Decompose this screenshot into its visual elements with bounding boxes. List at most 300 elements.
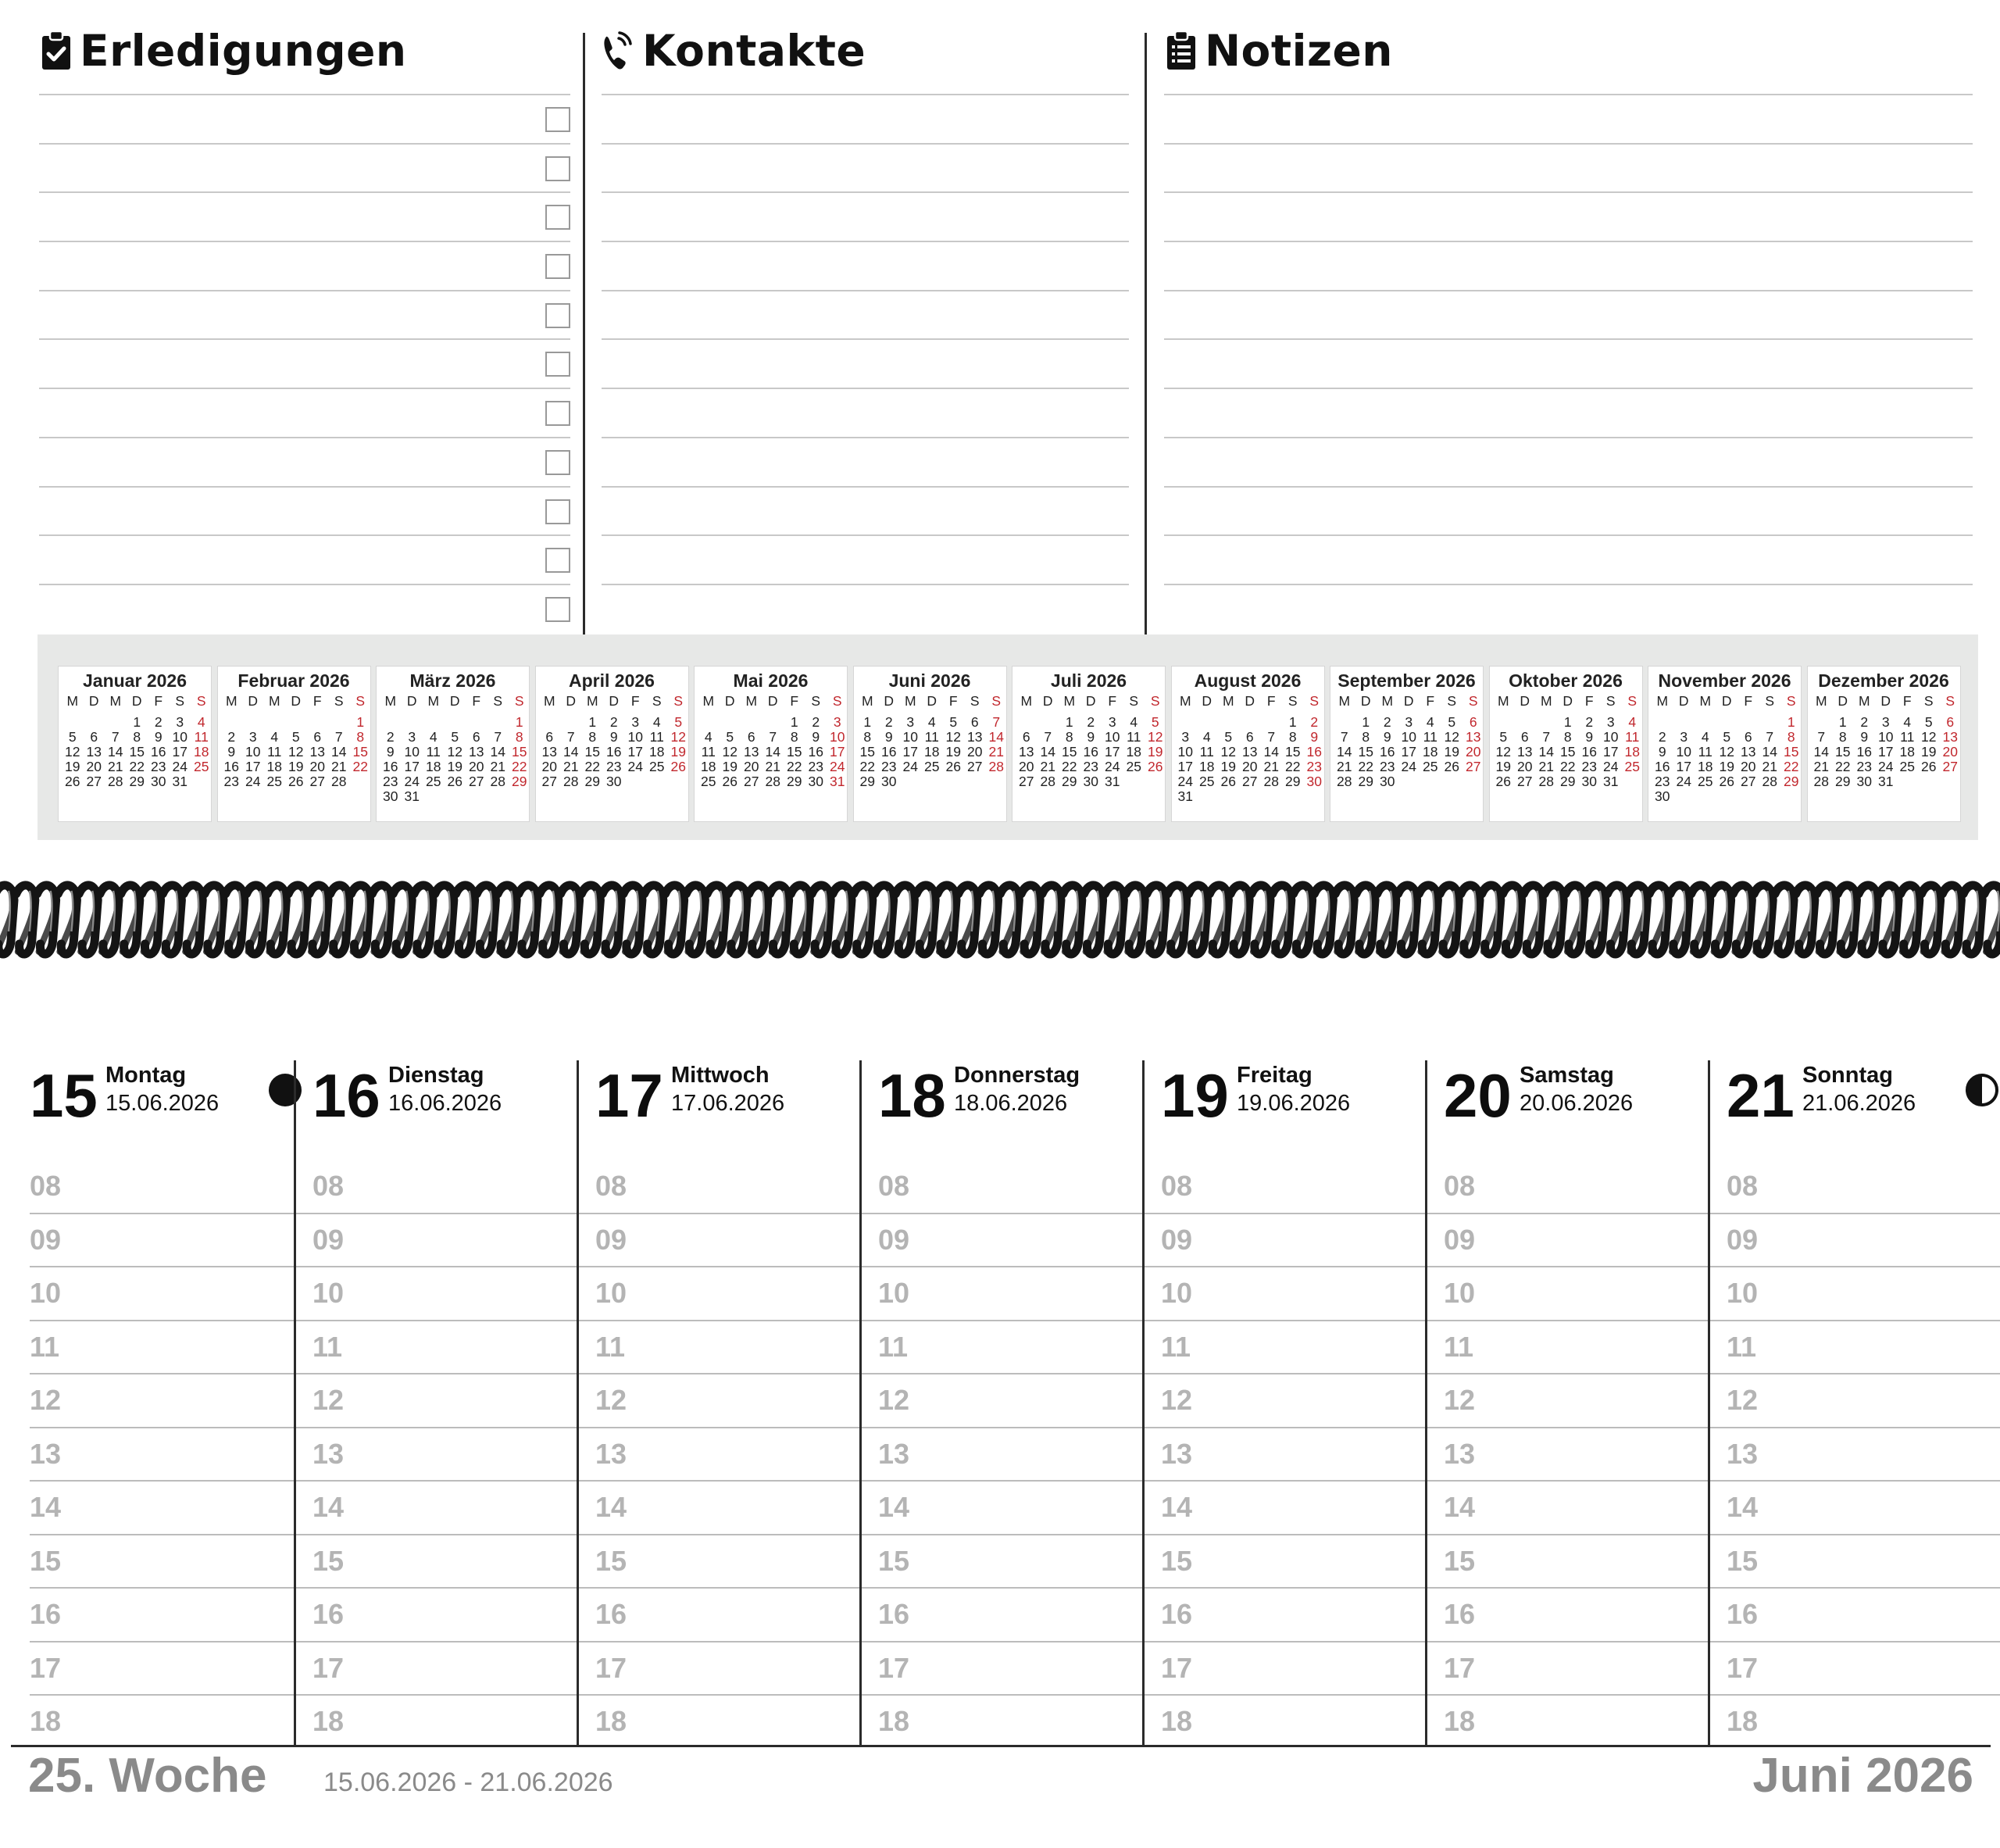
weekday-initial: D [1202,693,1212,709]
hour-slot[interactable] [30,1428,312,1482]
weekday-initial: D [884,693,895,709]
hour-slot[interactable] [312,1160,595,1214]
ruled-line[interactable] [602,388,1129,437]
day-divider [859,1060,862,1746]
coil-highlight [1391,891,1392,931]
hour-slot[interactable] [1161,1214,1444,1268]
hour-slot[interactable] [312,1482,595,1535]
day-date: 20.06.2026 [1520,1091,1634,1116]
hour-slot[interactable] [878,1696,1161,1750]
weekday-initial: S [514,693,524,709]
hour-slot[interactable] [1161,1321,1444,1375]
coil-highlight [1579,891,1580,931]
mini-day: 9 [812,729,820,745]
mini-day: 25 [1899,759,1915,774]
weekday-initial: M [66,693,79,709]
mini-day: 7 [992,714,1001,730]
hour-label: 17 [878,1651,910,1684]
ruled-line[interactable] [1164,437,1973,486]
hour-slot[interactable] [1727,1696,2000,1750]
mini-day: 28 [331,774,347,789]
task-checkbox[interactable] [545,548,570,573]
mini-day: 1 [1563,714,1572,730]
mini-day: 8 [1065,729,1073,745]
mini-day: 11 [1199,744,1214,760]
hour-slot[interactable] [30,1160,312,1214]
hour-label: 10 [1727,1277,1759,1309]
ruled-line[interactable] [1164,143,1973,192]
hour-slot[interactable] [878,1267,1161,1321]
day-date: 16.06.2026 [388,1091,502,1116]
hour-slot[interactable] [595,1160,878,1214]
hour-label: 16 [1727,1598,1759,1630]
weekday-header [221,694,367,711]
mini-month-title: Februar 2026 [238,670,350,691]
hour-slot[interactable] [1161,1482,1444,1535]
coil-highlight [1746,891,1748,931]
weekday-initial: D [406,693,417,709]
hour-slot[interactable] [1161,1696,1444,1750]
hour-slot[interactable] [595,1696,878,1750]
hour-slot[interactable] [30,1589,312,1642]
ruled-line[interactable] [1164,338,1973,388]
mini-day: 17 [627,744,643,760]
hour-slot[interactable] [1727,1428,2000,1482]
hour-label: 15 [312,1544,345,1577]
ruled-line[interactable] [39,290,570,339]
mini-day: 24 [627,759,643,774]
coil [267,885,286,954]
mini-day: 16 [606,744,622,760]
mini-day: 16 [1083,744,1098,760]
mini-month [535,666,689,822]
coil-highlight [302,891,303,931]
mini-day: 1 [1065,714,1073,730]
coil-highlight [1726,891,1727,931]
day-column [1161,1056,1444,1744]
hour-slot[interactable] [1444,1535,1727,1589]
mini-day: 21 [490,759,505,774]
ruled-line[interactable] [1164,534,1973,584]
mini-day: 16 [881,744,897,760]
coil-highlight [92,891,94,931]
mini-day: 22 [129,759,145,774]
ruled-line[interactable] [1164,290,1973,339]
mini-day: 22 [1285,759,1301,774]
weekday-initial: S [196,693,206,709]
hour-slot[interactable] [30,1642,312,1696]
ruled-line[interactable] [39,388,570,437]
ruled-line[interactable] [602,191,1129,241]
weekday-initial: D [291,693,302,709]
ruled-line[interactable] [1164,388,1973,437]
hour-slot[interactable] [595,1428,878,1482]
mini-day: 18 [1199,759,1215,774]
mini-month [1012,666,1166,822]
mini-day: 19 [670,744,686,760]
task-checkbox[interactable] [545,499,570,524]
mini-day: 7 [1340,729,1348,745]
hour-slot[interactable] [1161,1267,1444,1321]
hour-slot[interactable] [312,1321,595,1375]
mini-day: 4 [429,729,438,745]
ruled-line[interactable] [39,338,570,388]
ruled-line[interactable] [39,437,570,486]
ruled-line[interactable] [39,584,570,633]
mini-day: 5 [1448,714,1456,730]
hour-slot[interactable] [30,1535,312,1589]
hour-slot[interactable] [30,1374,312,1428]
hour-slot[interactable] [1444,1267,1727,1321]
weekday-name: Montag [105,1063,187,1088]
coil [16,885,35,954]
hour-slot[interactable] [878,1535,1161,1589]
coil-highlight [176,891,177,931]
weekday-name: Dienstag [388,1063,484,1088]
task-checkbox[interactable] [545,156,570,181]
ruled-line[interactable] [602,437,1129,486]
mini-day: 31 [1878,774,1894,789]
mini-month-title: Oktober 2026 [1509,670,1623,691]
weekday-header [698,694,844,711]
coil [121,885,140,954]
weekday-header [1811,694,1957,711]
hour-slot[interactable] [1727,1374,2000,1428]
coil-highlight [218,891,220,931]
mini-month-title: Juni 2026 [888,670,971,691]
day-divider [1425,1060,1427,1746]
ruled-line[interactable] [602,241,1129,290]
coil-highlight [470,891,471,931]
mini-day: 2 [227,729,236,745]
weekday-initial: M [702,693,715,709]
task-checkbox[interactable] [545,303,570,328]
weekday-initial: S [1288,693,1298,709]
hour-slot[interactable] [595,1535,878,1589]
hour-slot[interactable] [1444,1589,1727,1642]
coil-highlight [280,891,282,931]
hour-slot[interactable] [1727,1214,2000,1268]
hour-slot[interactable] [595,1374,878,1428]
hour-slot[interactable] [1161,1428,1444,1482]
hour-slot[interactable] [878,1321,1161,1375]
coil-highlight [1955,891,1957,931]
hour-slot[interactable] [1444,1482,1727,1535]
coil [938,885,956,954]
mini-day: 23 [223,774,239,789]
mini-day: 29 [129,774,145,789]
mini-day: 28 [1337,774,1352,789]
contacts-title: Kontakte [642,26,866,76]
hour-slot[interactable] [878,1482,1161,1535]
mini-day: 16 [808,744,823,760]
coil [561,885,580,954]
mini-day: 8 [1563,729,1572,745]
hour-slot[interactable] [312,1374,595,1428]
hour-slot[interactable] [878,1214,1161,1268]
mini-day: 2 [609,714,618,730]
mini-day: 3 [176,714,184,730]
hour-slot[interactable] [312,1589,595,1642]
hour-slot[interactable] [1444,1374,1727,1428]
coil-highlight [260,891,262,931]
hour-slot[interactable] [1161,1642,1444,1696]
mini-day: 17 [245,759,261,774]
coil [1670,885,1689,954]
hour-slot[interactable] [595,1267,878,1321]
mini-day: 16 [1306,744,1322,760]
mini-day: 28 [1263,774,1279,789]
month-label: Juni 2026 [1752,1749,1973,1803]
weekday-initial: M [1020,693,1033,709]
mini-day: 13 [1242,744,1258,760]
coil-highlight [134,891,136,931]
phone-ringing-icon [602,29,636,73]
task-checkbox[interactable] [545,254,570,279]
hour-slot[interactable] [1161,1589,1444,1642]
mini-day: 13 [541,744,557,760]
mini-day: 27 [967,759,983,774]
weekday-initial: F [1744,693,1753,709]
mini-day: 12 [722,744,738,760]
mini-day: 16 [1856,744,1872,760]
hour-slots [878,1160,1161,1750]
task-checkbox[interactable] [545,597,570,622]
ruled-line[interactable] [602,290,1129,339]
hour-slot[interactable] [312,1214,595,1268]
ruled-line[interactable] [1164,191,1973,241]
ruled-line[interactable] [39,191,570,241]
mini-day: 7 [1044,729,1052,745]
mini-day: 22 [584,759,600,774]
ruled-line[interactable] [602,584,1129,633]
mini-day: 27 [469,774,484,789]
hour-label: 18 [1727,1705,1759,1737]
mini-day: 8 [133,729,141,745]
mini-day: 14 [1813,744,1829,760]
mini-day: 23 [1581,759,1597,774]
mini-day: 4 [927,714,936,730]
hour-slot[interactable] [312,1267,595,1321]
hour-slot[interactable] [595,1321,878,1375]
hour-label: 09 [1161,1223,1193,1256]
hour-label: 10 [312,1277,345,1309]
hour-slot[interactable] [1727,1321,2000,1375]
coil-highlight [1348,891,1350,931]
hour-slot[interactable] [595,1589,878,1642]
mini-month-title: März 2026 [409,670,496,691]
coil-highlight [1830,891,1832,931]
day-date: 15.06.2026 [105,1091,220,1116]
hour-label: 10 [595,1277,627,1309]
ruled-line[interactable] [602,486,1129,535]
mini-day: 4 [1426,714,1434,730]
coil [1356,885,1375,954]
ruled-line[interactable] [602,534,1129,584]
weekday-initial: F [630,693,640,709]
hour-slot[interactable] [878,1428,1161,1482]
mini-day: 27 [1466,759,1481,774]
mini-day: 5 [1224,729,1233,745]
ruled-line[interactable] [39,94,570,143]
hour-slot[interactable] [30,1696,312,1750]
ruled-line[interactable] [39,534,570,584]
mini-day: 16 [223,759,239,774]
mini-day: 12 [1220,744,1236,760]
mini-day: 19 [1921,744,1937,760]
hour-slot[interactable] [1161,1374,1444,1428]
hour-slot[interactable] [878,1642,1161,1696]
ruled-line[interactable] [602,94,1129,143]
coil [226,885,245,954]
hour-label: 09 [878,1223,910,1256]
weekday-initial: D [1042,693,1053,709]
ruled-line[interactable] [602,338,1129,388]
weekday-initial: S [1765,693,1775,709]
mini-day: 15 [787,744,802,760]
ruled-line[interactable] [1164,94,1973,143]
day-date: 21.06.2026 [1802,1091,1916,1116]
day-number: 18 [878,1061,946,1130]
weekday-initial: D [1838,693,1848,709]
mini-day: 14 [490,744,505,760]
hour-slot[interactable] [30,1214,312,1268]
mini-day: 29 [1358,774,1373,789]
coil-highlight [1453,891,1455,931]
ruled-line[interactable] [1164,486,1973,535]
hour-slot[interactable] [1727,1482,2000,1535]
hour-slot[interactable] [30,1321,312,1375]
ruled-line[interactable] [602,143,1129,192]
hour-slot[interactable] [878,1374,1161,1428]
weekday-name: Sonntag [1802,1063,1893,1088]
mini-day: 11 [1127,729,1141,745]
mini-day: 14 [1040,744,1055,760]
coil-highlight [239,891,241,931]
mini-day: 12 [288,744,304,760]
hour-label: 14 [878,1491,910,1523]
top-section [0,0,2000,637]
mini-day: 4 [1628,714,1637,730]
mini-day: 24 [1676,774,1691,789]
hour-slot[interactable] [1727,1267,2000,1321]
mini-day: 30 [1655,788,1670,804]
hour-slot[interactable] [1444,1214,1727,1268]
mini-day: 15 [859,744,875,760]
ruled-line[interactable] [39,486,570,535]
mini-day: 13 [1466,729,1481,745]
mini-day: 15 [129,744,145,760]
mini-day: 9 [609,729,618,745]
hour-slot[interactable] [312,1696,595,1750]
hour-slot[interactable] [1444,1642,1727,1696]
task-checkbox[interactable] [545,107,570,132]
task-checkbox[interactable] [545,205,570,230]
hour-slot[interactable] [1161,1535,1444,1589]
hour-slot[interactable] [1444,1428,1727,1482]
mini-day: 28 [1040,774,1055,789]
mini-day: 28 [563,774,579,789]
coil-highlight [1893,891,1895,931]
ruled-line[interactable] [39,143,570,192]
mini-day: 18 [924,744,940,760]
hour-slot[interactable] [595,1482,878,1535]
weekday-initial: M [1699,693,1712,709]
hour-slot[interactable] [595,1214,878,1268]
mini-day: 14 [765,744,780,760]
hour-slot[interactable] [312,1642,595,1696]
coil-highlight [1286,891,1288,931]
hour-slot[interactable] [1727,1160,2000,1214]
weekday-initial: M [268,693,280,709]
day-divider [294,1060,296,1746]
coil [1230,885,1249,954]
weekday-header [1334,694,1480,711]
coil [1294,885,1312,954]
mini-day: 25 [924,759,940,774]
weekday-initial: S [175,693,185,709]
mini-day: 21 [1337,759,1352,774]
hour-slot[interactable] [312,1535,595,1589]
hour-slot[interactable] [595,1642,878,1696]
hour-slot[interactable] [30,1482,312,1535]
mini-day: 9 [1658,744,1666,760]
hour-slot[interactable] [1444,1321,1727,1375]
mini-month-title: Juli 2026 [1050,670,1127,691]
mini-day: 23 [383,774,398,789]
weekday-initial: D [248,693,259,709]
hour-slot[interactable] [1727,1642,2000,1696]
ruled-line[interactable] [1164,584,1973,633]
mini-day: 5 [291,729,300,745]
coil [1691,885,1710,954]
weekday-initial: S [1627,693,1638,709]
hour-slot[interactable] [878,1160,1161,1214]
mini-day: 17 [1878,744,1894,760]
mini-day: 4 [704,729,712,745]
hour-slot[interactable] [312,1428,595,1482]
ruled-line[interactable] [1164,241,1973,290]
mini-day: 1 [1362,714,1370,730]
task-checkbox[interactable] [545,401,570,426]
hour-slot[interactable] [1444,1160,1727,1214]
mini-day: 7 [1542,729,1551,745]
hour-slot[interactable] [878,1589,1161,1642]
coil [330,885,349,954]
ruled-line[interactable] [39,241,570,290]
task-checkbox[interactable] [545,450,570,475]
mini-day: 16 [1655,759,1670,774]
hour-label: 12 [595,1384,627,1416]
coil [519,885,538,954]
mini-day: 26 [1148,759,1163,774]
hour-label: 10 [30,1277,62,1309]
hour-slots [1444,1160,1727,1750]
task-checkbox[interactable] [545,352,570,377]
hour-slot[interactable] [1161,1160,1444,1214]
hour-slot[interactable] [1727,1589,2000,1642]
hour-label: 13 [1444,1437,1476,1470]
weekday-initial: D [767,693,778,709]
hour-label: 11 [30,1330,60,1363]
coil [1063,885,1082,954]
hour-slot[interactable] [1444,1696,1727,1750]
hour-slot[interactable] [1727,1535,2000,1589]
mini-day: 11 [1625,729,1640,745]
mini-day: 3 [631,714,640,730]
coil [477,885,495,954]
hour-slot[interactable] [30,1267,312,1321]
